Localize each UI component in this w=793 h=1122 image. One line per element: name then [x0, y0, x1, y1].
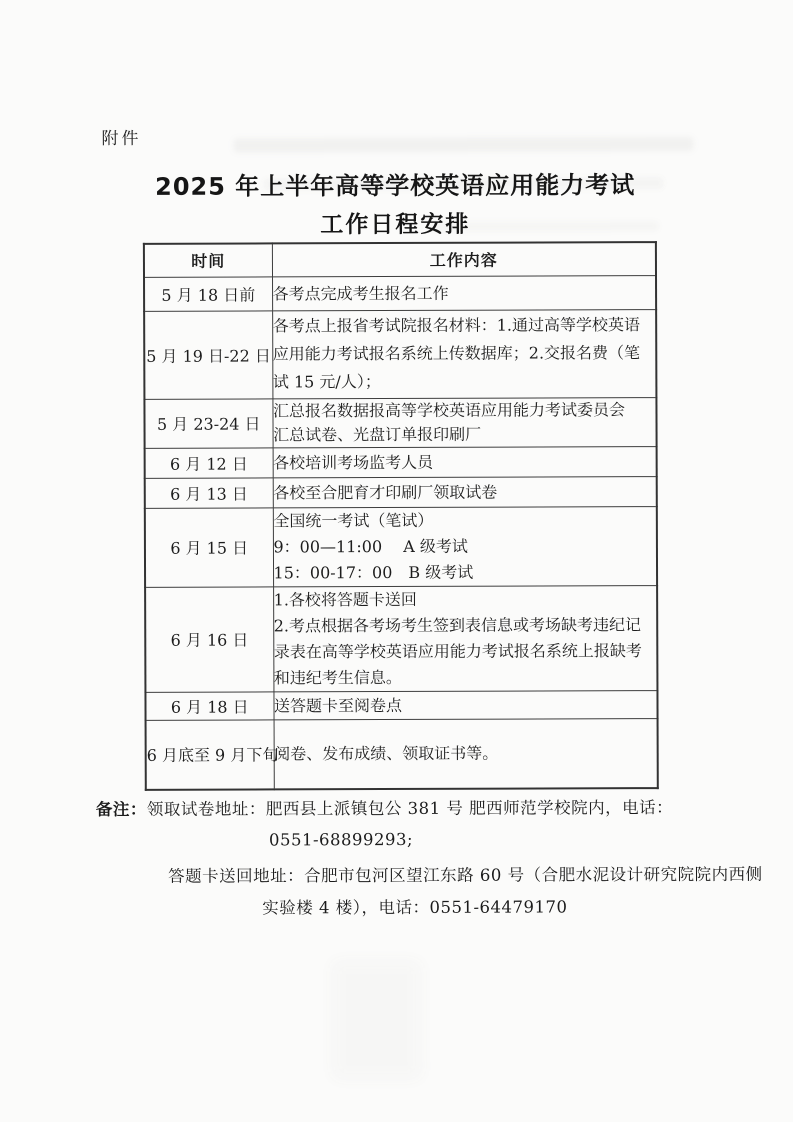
table-row — [145, 585, 657, 692]
content-cell — [273, 476, 657, 507]
time-cell: 6 月底至 9 月下旬 — [146, 719, 274, 789]
content-cell — [273, 690, 657, 719]
content-line: 各考点上报省考试院报名材料：1.通过高等学校英语应用能力考试报名系统上传数据库；2.交报名费（笔试 15 元/人）； — [272, 315, 641, 392]
content-line: 15：00-17：00 B 级考试 — [273, 562, 474, 582]
table-row — [145, 476, 657, 508]
content-cell — [273, 585, 657, 691]
time-cell: 6 月 18 日 — [145, 691, 273, 719]
content-line: 9：00—11:00 A 级考试 — [273, 536, 468, 556]
attachment-label: 附件 — [101, 128, 142, 150]
content-line: 送答题卡至阅卷点 — [273, 695, 403, 715]
content-cell — [273, 446, 657, 477]
schedule-table — [143, 241, 659, 791]
content-cell — [274, 718, 658, 789]
notes-line-4: 实验楼 4 楼），电话：0551-64479170 — [262, 897, 568, 918]
content-line: 汇总报名数据报高等学校英语应用能力考试委员会 — [272, 399, 626, 420]
content-cell — [272, 309, 656, 398]
content-line: 各校至合肥育才印刷厂领取试卷 — [273, 482, 498, 502]
time-cell: 5 月 23-24 日 — [144, 398, 272, 447]
content-line: 各考点完成考生报名工作 — [272, 283, 449, 303]
notes-line-1-text: 领取试卷地址：肥西县上派镇包公 381 号 肥西师范学校院内，电话： — [146, 798, 674, 819]
time-cell: 6 月 13 日 — [145, 477, 273, 507]
content-cell — [273, 506, 657, 586]
page-title-line2: 工作日程安排 — [320, 211, 471, 239]
content-line: 2.考点根据各考场考生签到表信息或考场缺考违纪记录表在高等学校英语应用能力考试报名系统上报缺考和违纪考生信息。 — [273, 614, 642, 687]
bleedthrough-smudge — [234, 137, 694, 153]
table-row — [145, 446, 657, 478]
notes-line-1 — [96, 794, 673, 820]
time-cell: 6 月 16 日 — [145, 586, 273, 691]
notes-line-2: 0551-68899293; — [268, 829, 414, 850]
bleedthrough-smudge — [331, 960, 421, 1080]
table-row — [144, 309, 656, 399]
notes-label: 备注： — [95, 799, 147, 820]
content-cell — [272, 275, 656, 310]
time-cell: 6 月 12 日 — [145, 447, 273, 477]
time-cell: 5 月 18 日前 — [144, 276, 272, 310]
table-header-row — [144, 242, 656, 277]
content-line: 各校培训考场监考人员 — [273, 452, 434, 472]
content-line: 阅卷、发布成绩、领取证书等。 — [274, 743, 499, 764]
page-title-line1: 2025 年上半年高等学校英语应用能力考试 — [155, 171, 636, 201]
time-cell: 5 月 19 日-22 日 — [144, 310, 272, 398]
content-cell — [272, 397, 656, 447]
table-row — [146, 718, 658, 790]
time-column-header: 时间 — [144, 243, 272, 276]
table-row — [145, 506, 657, 587]
content-column-header: 工作内容 — [272, 242, 656, 276]
table-row — [144, 275, 656, 311]
content-line: 1.各校将答题卡送回 — [273, 589, 417, 609]
time-cell: 6 月 15 日 — [145, 507, 273, 586]
content-line: 全国统一考试（笔试） — [273, 510, 434, 530]
content-line: 汇总试卷、光盘订单报印刷厂 — [273, 424, 482, 444]
table-row — [145, 690, 657, 720]
notes-line-3: 答题卡送回地址：合肥市包河区望江东路 60 号（合肥水泥设计研究院院内西侧 — [168, 864, 763, 886]
table-row — [144, 397, 656, 448]
